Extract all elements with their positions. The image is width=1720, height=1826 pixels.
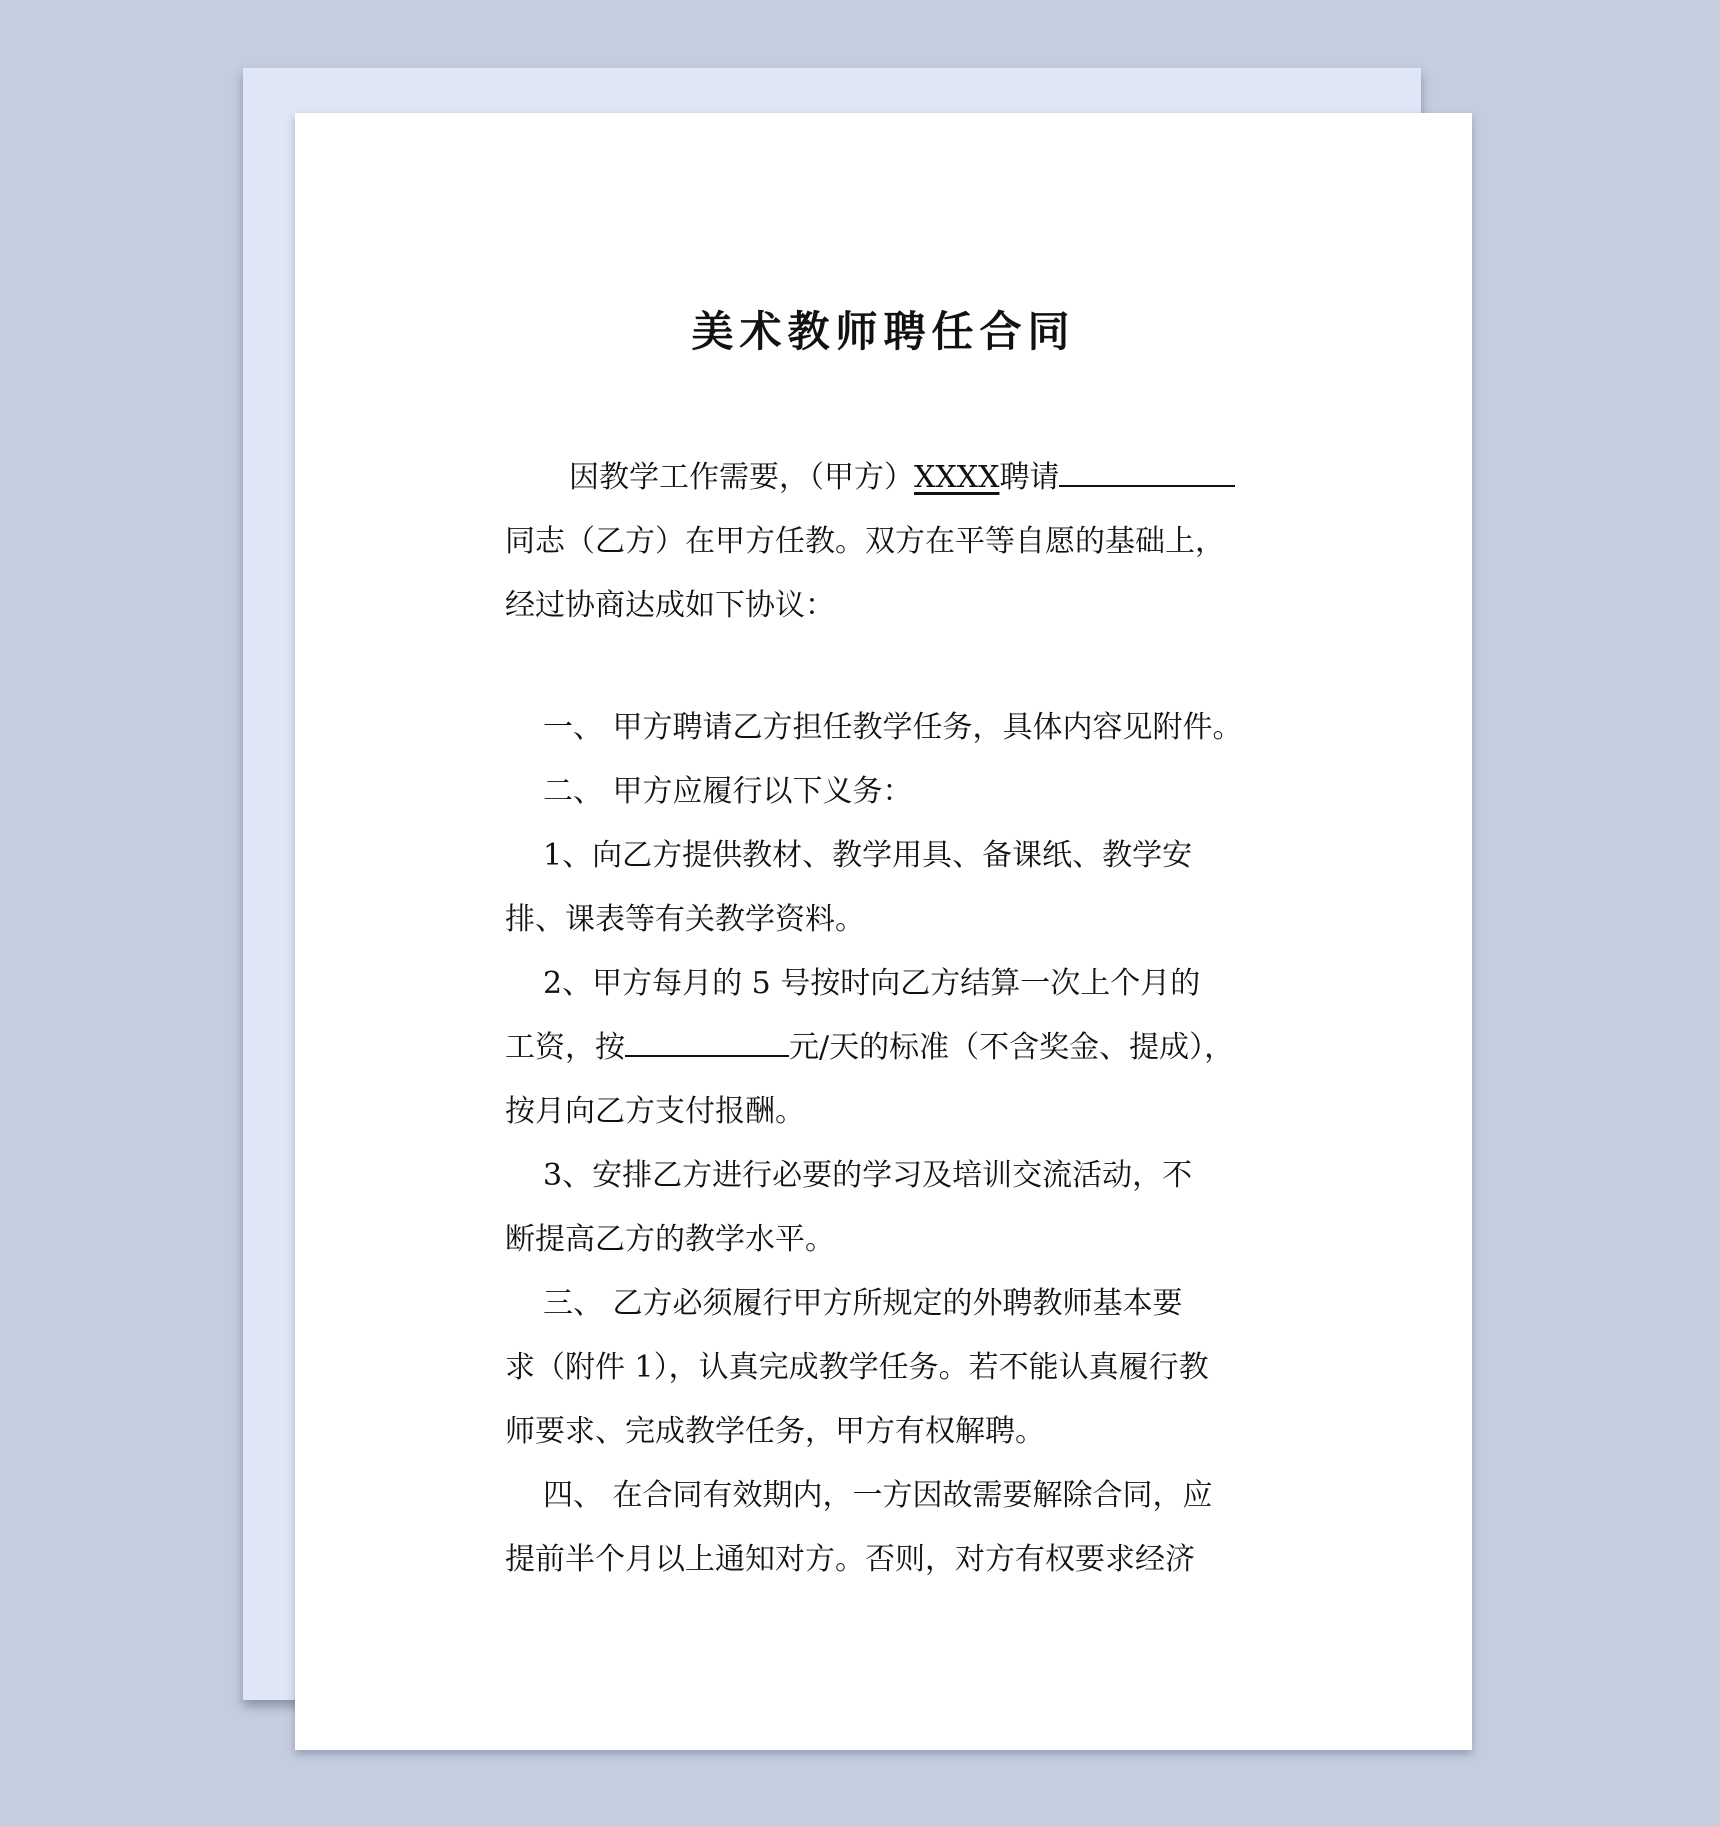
clause-2: 二、 甲方应履行以下义务： (543, 774, 913, 809)
clause-4-line-2: 提前半个月以上通知对方。否则，对方有权要求经济 (505, 1542, 1195, 1577)
clause-3-line-1: 三、 乙方必须履行甲方所规定的外聘教师基本要 (543, 1286, 1183, 1321)
item-3-line-1: 3、安排乙方进行必要的学习及培训交流活动，不 (543, 1158, 1193, 1193)
item-1-line-1: 1、向乙方提供教材、教学用具、备课纸、教学安 (543, 838, 1193, 873)
clause-3-line-2: 求（附件 1），认真完成教学任务。若不能认真履行教 (505, 1350, 1209, 1385)
item-2-line-2 (505, 1016, 1285, 1080)
intro-text: 聘请 (999, 460, 1060, 495)
intro-text: 因教学工作需要，（甲方） (569, 460, 914, 495)
clause-4-line-1: 四、 在合同有效期内，一方因故需要解除合同，应 (543, 1478, 1213, 1513)
item-2-text: 工资，按 (505, 1030, 625, 1065)
clause-1: 一、 甲方聘请乙方担任教学任务，具体内容见附件。 (543, 710, 1243, 745)
item-2-line-1: 2、甲方每月的 5 号按时向乙方结算一次上个月的 (543, 966, 1201, 1001)
clause-3-line-3: 师要求、完成教学任务，甲方有权解聘。 (505, 1414, 1045, 1449)
document-body (505, 446, 1285, 1592)
item-2-text: 元/天的标准（不含奖金、提成）， (789, 1030, 1235, 1065)
document-page (295, 113, 1472, 1750)
intro-line-1 (505, 446, 1285, 510)
teacher-name-blank (1059, 455, 1235, 487)
party-a-name: XXXX (914, 460, 1000, 495)
daily-pay-blank (625, 1025, 789, 1057)
intro-line-2: 同志（乙方）在甲方任教。双方在平等自愿的基础上， (505, 524, 1225, 559)
item-3-line-2: 断提高乙方的教学水平。 (505, 1222, 835, 1257)
intro-line-3: 经过协商达成如下协议： (505, 588, 835, 623)
item-1-line-2: 排、课表等有关教学资料。 (505, 902, 865, 937)
item-2-line-3: 按月向乙方支付报酬。 (505, 1094, 805, 1129)
paragraph-gap (505, 638, 1285, 696)
document-title: 美术教师聘任合同 (691, 307, 1076, 356)
